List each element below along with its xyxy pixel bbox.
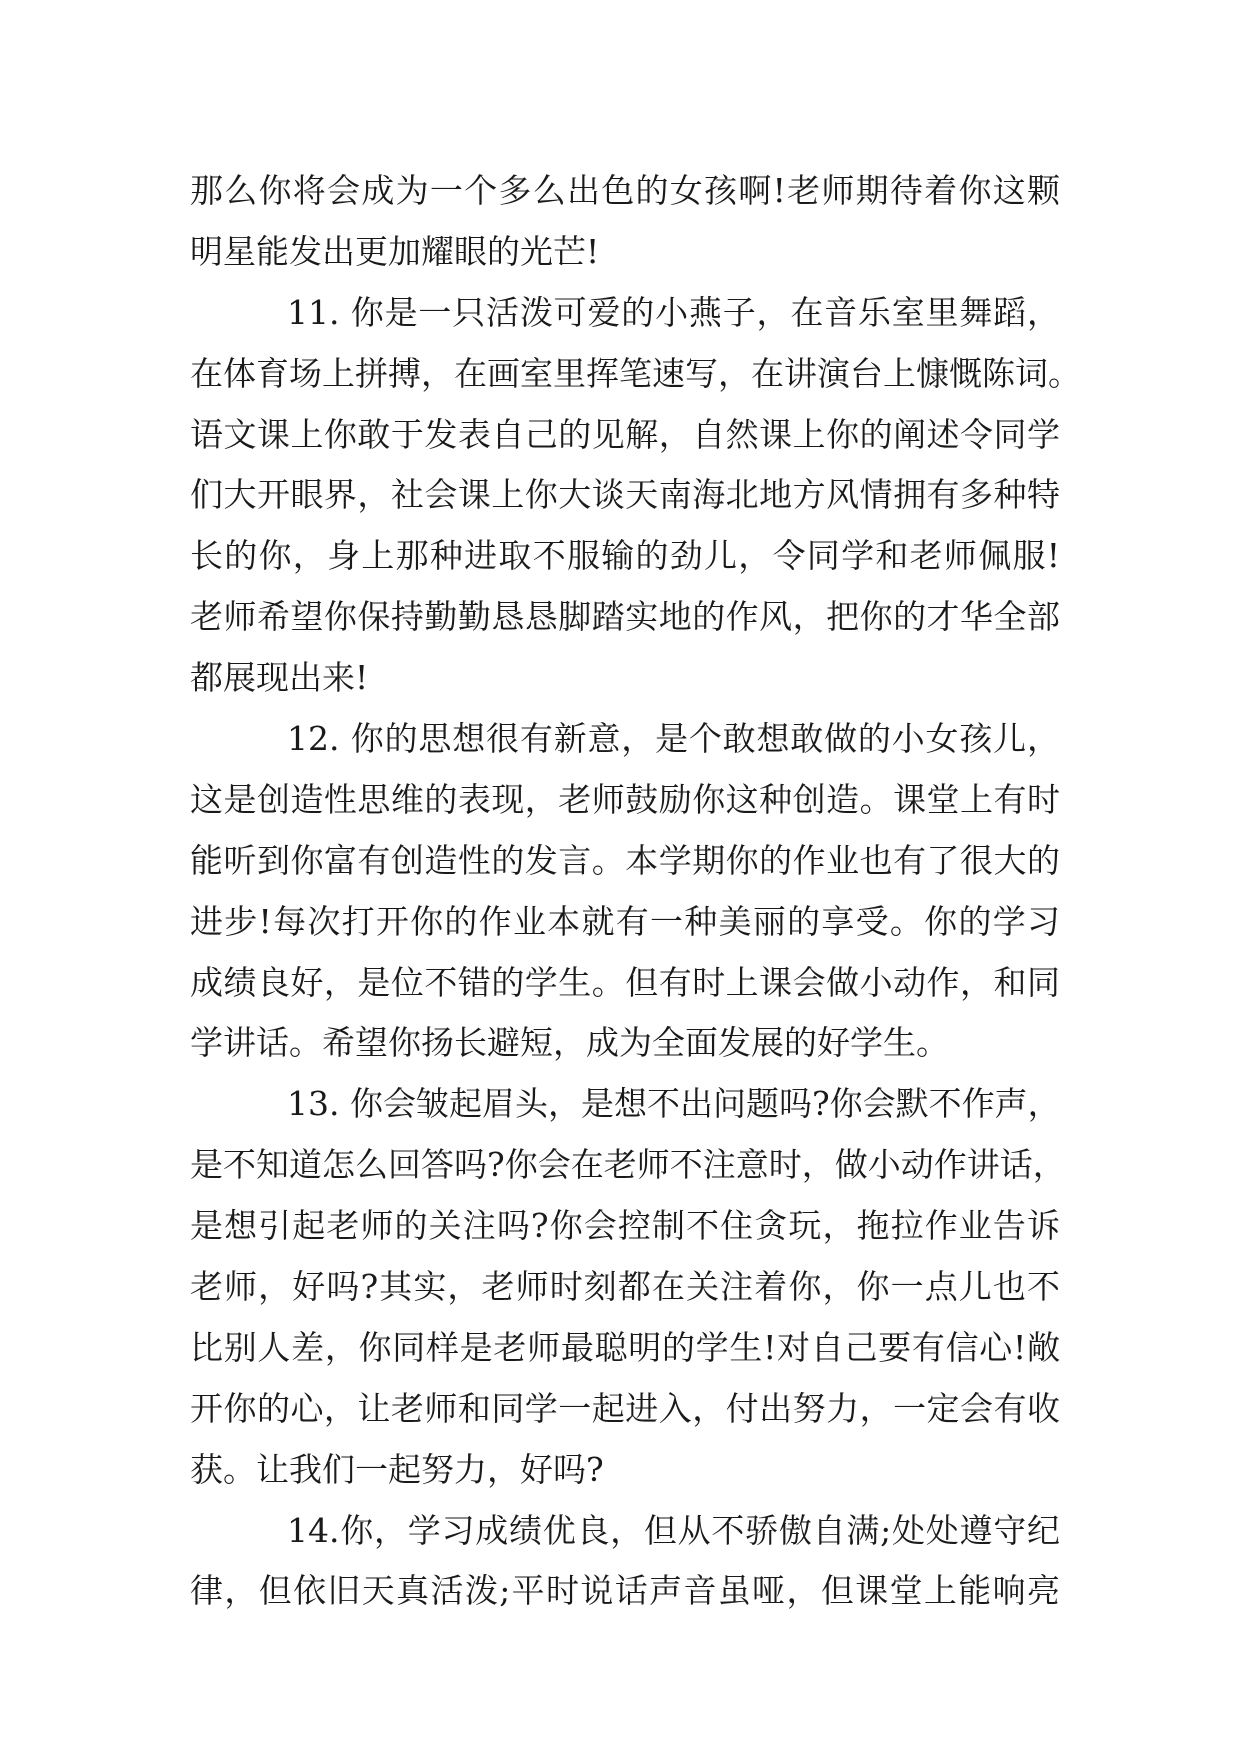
- text-line: 是不知道怎么回答吗?你会在老师不注意时，做小动作讲话，: [190, 1145, 1066, 1185]
- text-line: 长的你，身上那种进取不服输的劲儿，令同学和老师佩服!: [190, 536, 1060, 576]
- text-line: 老师，好吗?其实，老师时刻都在关注着你，你一点儿也不: [190, 1267, 1060, 1307]
- text-line: 语文课上你敢于发表自己的见解，自然课上你的阐述令同学: [190, 414, 1060, 454]
- text-line: 律，但依旧天真活泼;平时说话声音虽哑，但课堂上能响亮: [190, 1571, 1060, 1611]
- paragraph-start-12: 12. 你的思想很有新意，是个敢想敢做的小女孩儿，: [287, 719, 1060, 759]
- text-line: 比别人差，你同样是老师最聪明的学生!对自己要有信心!敞: [190, 1327, 1060, 1367]
- text-line: 们大开眼界，社会课上你大谈天南海北地方风情拥有多种特: [190, 475, 1060, 515]
- paragraph-start-11: 11. 你是一只活泼可爱的小燕子，在音乐室里舞蹈，: [287, 292, 1060, 332]
- text-line: 进步!每次打开你的作业本就有一种美丽的享受。你的学习: [190, 901, 1060, 941]
- paragraph-start-14: 14.你，学习成绩优良，但从不骄傲自满;处处遵守纪: [287, 1510, 1060, 1550]
- text-line: 都展现出来!: [190, 658, 369, 698]
- text-line: 开你的心，让老师和同学一起进入，付出努力，一定会有收: [190, 1388, 1060, 1428]
- text-line: 获。让我们一起努力，好吗?: [190, 1449, 604, 1489]
- text-line: 老师希望你保持勤勤恳恳脚踏实地的作风，把你的才华全部: [190, 597, 1060, 637]
- text-line: 在体育场上拼搏，在画室里挥笔速写，在讲演台上慷慨陈词。: [190, 353, 1081, 393]
- text-line: 成绩良好，是位不错的学生。但有时上课会做小动作，和同: [190, 962, 1060, 1002]
- text-line: 能听到你富有创造性的发言。本学期你的作业也有了很大的: [190, 840, 1060, 880]
- document-body: [190, 161, 1081, 1622]
- text-line: 那么你将会成为一个多么出色的女孩啊!老师期待着你这颗: [190, 171, 1060, 210]
- text-line: 这是创造性思维的表现，老师鼓励你这种创造。课堂上有时: [190, 779, 1060, 819]
- paragraph-start-13: 13. 你会皱起眉头，是想不出问题吗?你会默不作声，: [287, 1084, 1061, 1124]
- text-line: 学讲话。希望你扬长避短，成为全面发展的好学生。: [190, 1023, 949, 1063]
- text-line: 是想引起老师的关注吗?你会控制不住贪玩，拖拉作业告诉: [190, 1206, 1060, 1246]
- text-line: 明星能发出更加耀眼的光芒!: [190, 231, 600, 271]
